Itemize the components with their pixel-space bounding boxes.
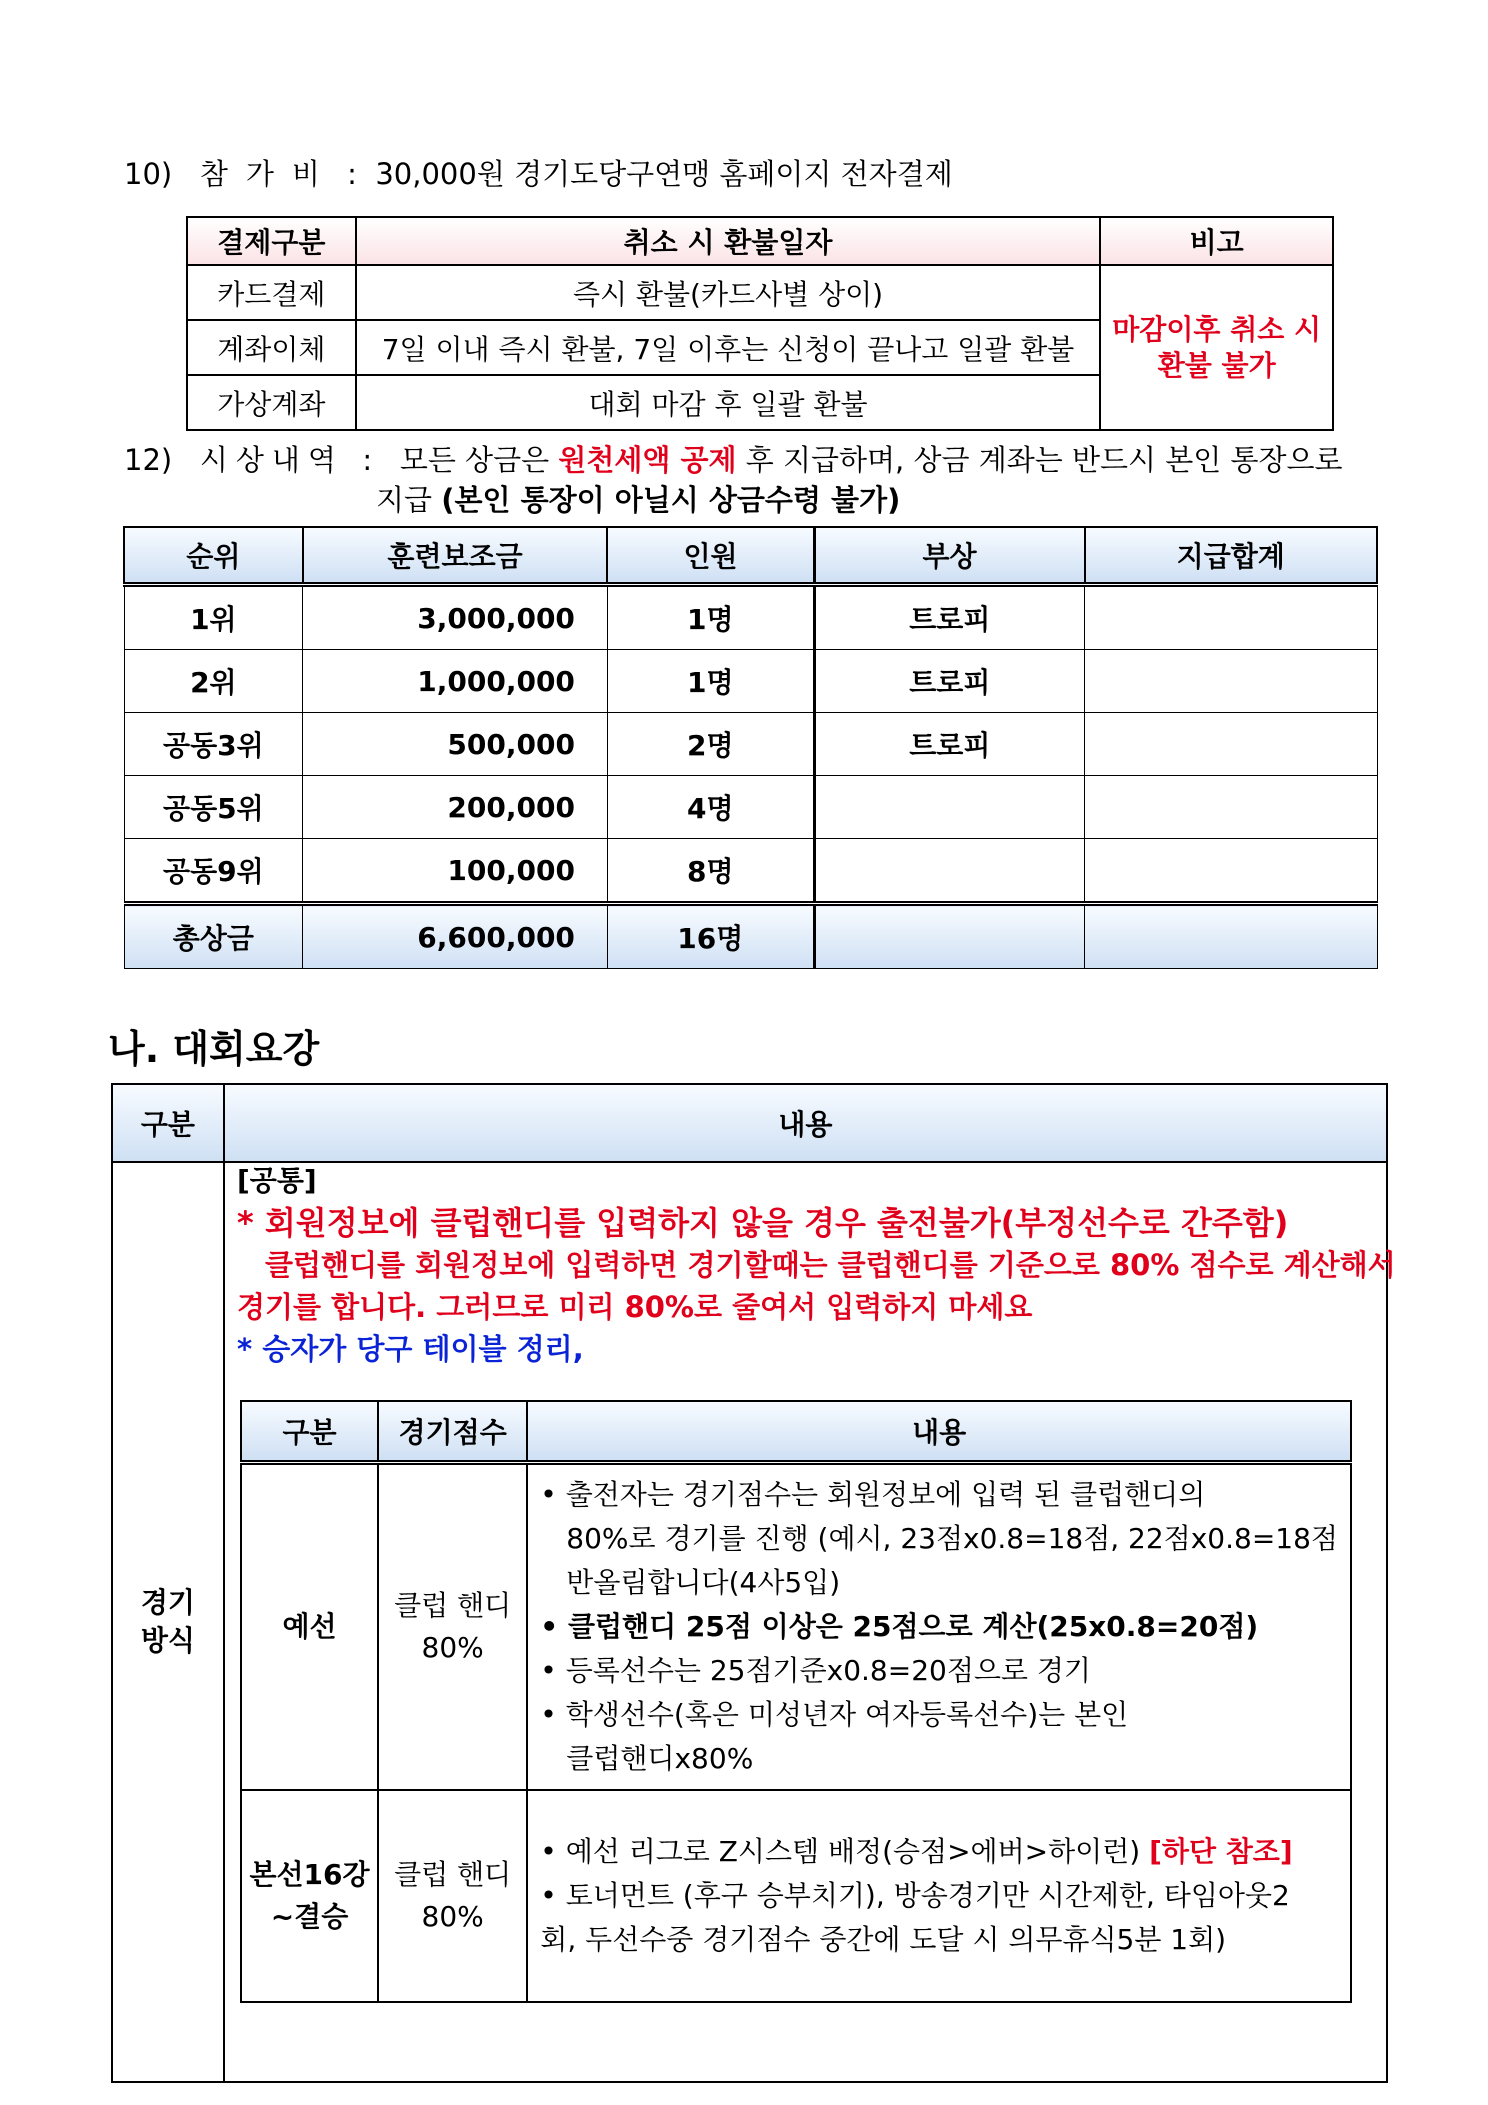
- common-label: [공통]: [237, 1164, 317, 1197]
- prelim-line: • 출전자는 경기점수는 회원정보에 입력 된 클럽핸디의: [540, 1478, 1206, 1511]
- final-line3: 회, 두선수중 경기점수 중간에 도달 시 의무휴식5분 1회): [540, 1923, 1227, 1956]
- prelim-line: • 학생선수(혹은 미성년자 여자등록선수)는 본인: [540, 1698, 1129, 1731]
- prize-text-a: 모든 상금은: [399, 443, 559, 477]
- prelim-line: 반올림합니다(4사5입): [566, 1566, 841, 1599]
- prize-text-bold: (본인 통장이 아닐시 상금수령 불가): [441, 483, 901, 517]
- sub-header-category: 구분: [241, 1401, 378, 1463]
- sub-table-header: [241, 1401, 1351, 1463]
- prize-text-c: 지급: [376, 483, 442, 517]
- prize-award: [814, 776, 1084, 839]
- final-line1: • 예선 리그로 Z시스템 배정(승점>에버>하이런): [540, 1835, 1150, 1868]
- prize-amount: 200,000: [303, 776, 608, 839]
- section-title: 나. 대회요강: [108, 1027, 320, 1071]
- table-row: [124, 650, 1377, 713]
- fee-header-method: 결제구분: [187, 217, 356, 265]
- table-row: [124, 776, 1377, 839]
- prize-amount: 3,000,000: [303, 585, 608, 650]
- prize-text-red: 원천세액 공제: [558, 443, 737, 477]
- main-table-header: [112, 1084, 1387, 1162]
- table-row: [187, 265, 1333, 320]
- prize-total-sum: [1085, 904, 1377, 969]
- prize-total: [1085, 839, 1377, 904]
- main-header-content: 내용: [224, 1084, 1387, 1162]
- prize-total: [1085, 776, 1377, 839]
- prelim-desc: [527, 1463, 1351, 1791]
- fee-line: [124, 152, 953, 193]
- final-name-line2: ~결승: [270, 1900, 349, 1933]
- prize-count: 2명: [607, 713, 814, 776]
- prelim-score: [378, 1463, 527, 1791]
- prize-amount: 1,000,000: [303, 650, 608, 713]
- prelim-name: 예선: [241, 1463, 378, 1791]
- prelim-line: • 등록선수는 25점기준x0.8=20점으로 경기: [540, 1654, 1091, 1687]
- main-category: [112, 1162, 224, 2082]
- main-header-category: 구분: [112, 1084, 224, 1162]
- prize-table-header: [124, 527, 1377, 585]
- prize-rank: 2위: [124, 650, 303, 713]
- prize-total-row: [124, 904, 1377, 969]
- fee-refund: 즉시 환불(카드사별 상이): [356, 265, 1101, 320]
- fee-number: 10): [124, 157, 173, 191]
- sub-table: [240, 1400, 1352, 2003]
- final-desc: [527, 1790, 1351, 2002]
- prize-rank: 공동9위: [124, 839, 303, 904]
- final-name-line1: 본선16강: [249, 1858, 370, 1891]
- prelim-line: 80%로 경기를 진행 (예시, 23점x0.8=18점, 22점x0.8=18점: [566, 1522, 1338, 1555]
- prize-colon: :: [362, 443, 373, 477]
- prize-award: [814, 839, 1084, 904]
- fee-header-note: 비고: [1100, 217, 1333, 265]
- prize-count: 1명: [607, 650, 814, 713]
- final-line2: • 토너먼트 (후구 승부치기), 방송경기만 시간제한, 타임아웃2: [540, 1879, 1290, 1912]
- fee-method: 가상계좌: [187, 375, 356, 430]
- fee-header-refund: 취소 시 환불일자: [356, 217, 1101, 265]
- sub-header-score: 경기점수: [378, 1401, 527, 1463]
- prize-total: [1085, 713, 1377, 776]
- prize-rank: 공동5위: [124, 776, 303, 839]
- prize-header-count: 인원: [607, 527, 814, 585]
- table-row: [241, 1463, 1351, 1791]
- prize-number: 12): [124, 443, 173, 477]
- common-warning: * 회원정보에 클럽핸디를 입력하지 않을 경우 출전불가(부정선수로 간주함): [237, 1204, 1289, 1242]
- prize-total-rank: 총상금: [124, 904, 303, 969]
- prize-amount: 100,000: [303, 839, 608, 904]
- main-category-line2: 방식: [140, 1624, 195, 1657]
- table-row: [241, 1790, 1351, 2002]
- fee-colon: :: [347, 157, 357, 191]
- final-score-line1: 클럽 핸디: [394, 1858, 512, 1891]
- final-score-line2: 80%: [421, 1900, 484, 1933]
- prelim-score-line1: 클럽 핸디: [394, 1589, 512, 1622]
- prize-count: 1명: [607, 585, 814, 650]
- prize-award: 트로피: [814, 650, 1084, 713]
- fee-refund: 7일 이내 즉시 환불, 7일 이후는 신청이 끝나고 일괄 환불: [356, 320, 1101, 375]
- table-row: [124, 839, 1377, 904]
- prelim-line: • 클럽핸디 25점 이상은 25점으로 계산(25x0.8=20점): [540, 1610, 1259, 1643]
- prize-header-total: 지급합계: [1085, 527, 1377, 585]
- prize-count: 8명: [607, 839, 814, 904]
- prize-award: 트로피: [814, 585, 1084, 650]
- prize-rank: 1위: [124, 585, 303, 650]
- prelim-line: 클럽핸디x80%: [566, 1742, 754, 1775]
- fee-label: 참가비: [199, 157, 338, 191]
- prize-table: [123, 526, 1378, 969]
- prize-text-b: 후 지급하며, 상금 계좌는 반드시 본인 통장으로: [736, 443, 1343, 477]
- prize-total-count: 16명: [607, 904, 814, 969]
- fee-method: 계좌이체: [187, 320, 356, 375]
- common-note-line1: 클럽핸디를 회원정보에 입력하면 경기할때는 클럽핸디를 기준으로 80% 점수로 계산해서: [265, 1248, 1396, 1282]
- prize-total: [1085, 585, 1377, 650]
- prize-label: 시상내역: [199, 443, 344, 477]
- prize-award: 트로피: [814, 713, 1084, 776]
- fee-method: 카드결제: [187, 265, 356, 320]
- sub-header-content: 내용: [527, 1401, 1351, 1463]
- common-note-line2: 경기를 합니다. 그러므로 미리 80%로 줄여서 입력하지 마세요: [237, 1290, 1033, 1324]
- fee-note: [1100, 265, 1333, 430]
- main-category-line1: 경기: [140, 1586, 195, 1619]
- fee-table: [186, 216, 1334, 431]
- prize-header-rank: 순위: [124, 527, 303, 585]
- prize-total-award: [814, 904, 1084, 969]
- prelim-score-line2: 80%: [421, 1631, 484, 1664]
- prize-header-amount: 훈련보조금: [303, 527, 608, 585]
- prize-count: 4명: [607, 776, 814, 839]
- final-score: [378, 1790, 527, 2002]
- final-name: [241, 1790, 378, 2002]
- common-rules: [237, 1160, 1396, 1370]
- fee-table-header: [187, 217, 1333, 265]
- final-line1-red: [하단 참조]: [1149, 1835, 1293, 1868]
- prize-total: [1085, 650, 1377, 713]
- fee-refund: 대회 마감 후 일괄 환불: [356, 375, 1101, 430]
- prize-line: [124, 440, 1343, 520]
- prize-rank: 공동3위: [124, 713, 303, 776]
- table-row: [124, 713, 1377, 776]
- prize-total-amount: 6,600,000: [303, 904, 608, 969]
- fee-note-line2: 환불 불가: [1157, 348, 1276, 382]
- prize-header-award: 부상: [814, 527, 1084, 585]
- table-row: [124, 585, 1377, 650]
- prize-amount: 500,000: [303, 713, 608, 776]
- common-blue-note: * 승자가 당구 테이블 정리,: [237, 1332, 584, 1366]
- fee-note-line1: 마감이후 취소 시: [1112, 312, 1322, 346]
- fee-text: 30,000원 경기도당구연맹 홈페이지 전자결제: [375, 157, 953, 191]
